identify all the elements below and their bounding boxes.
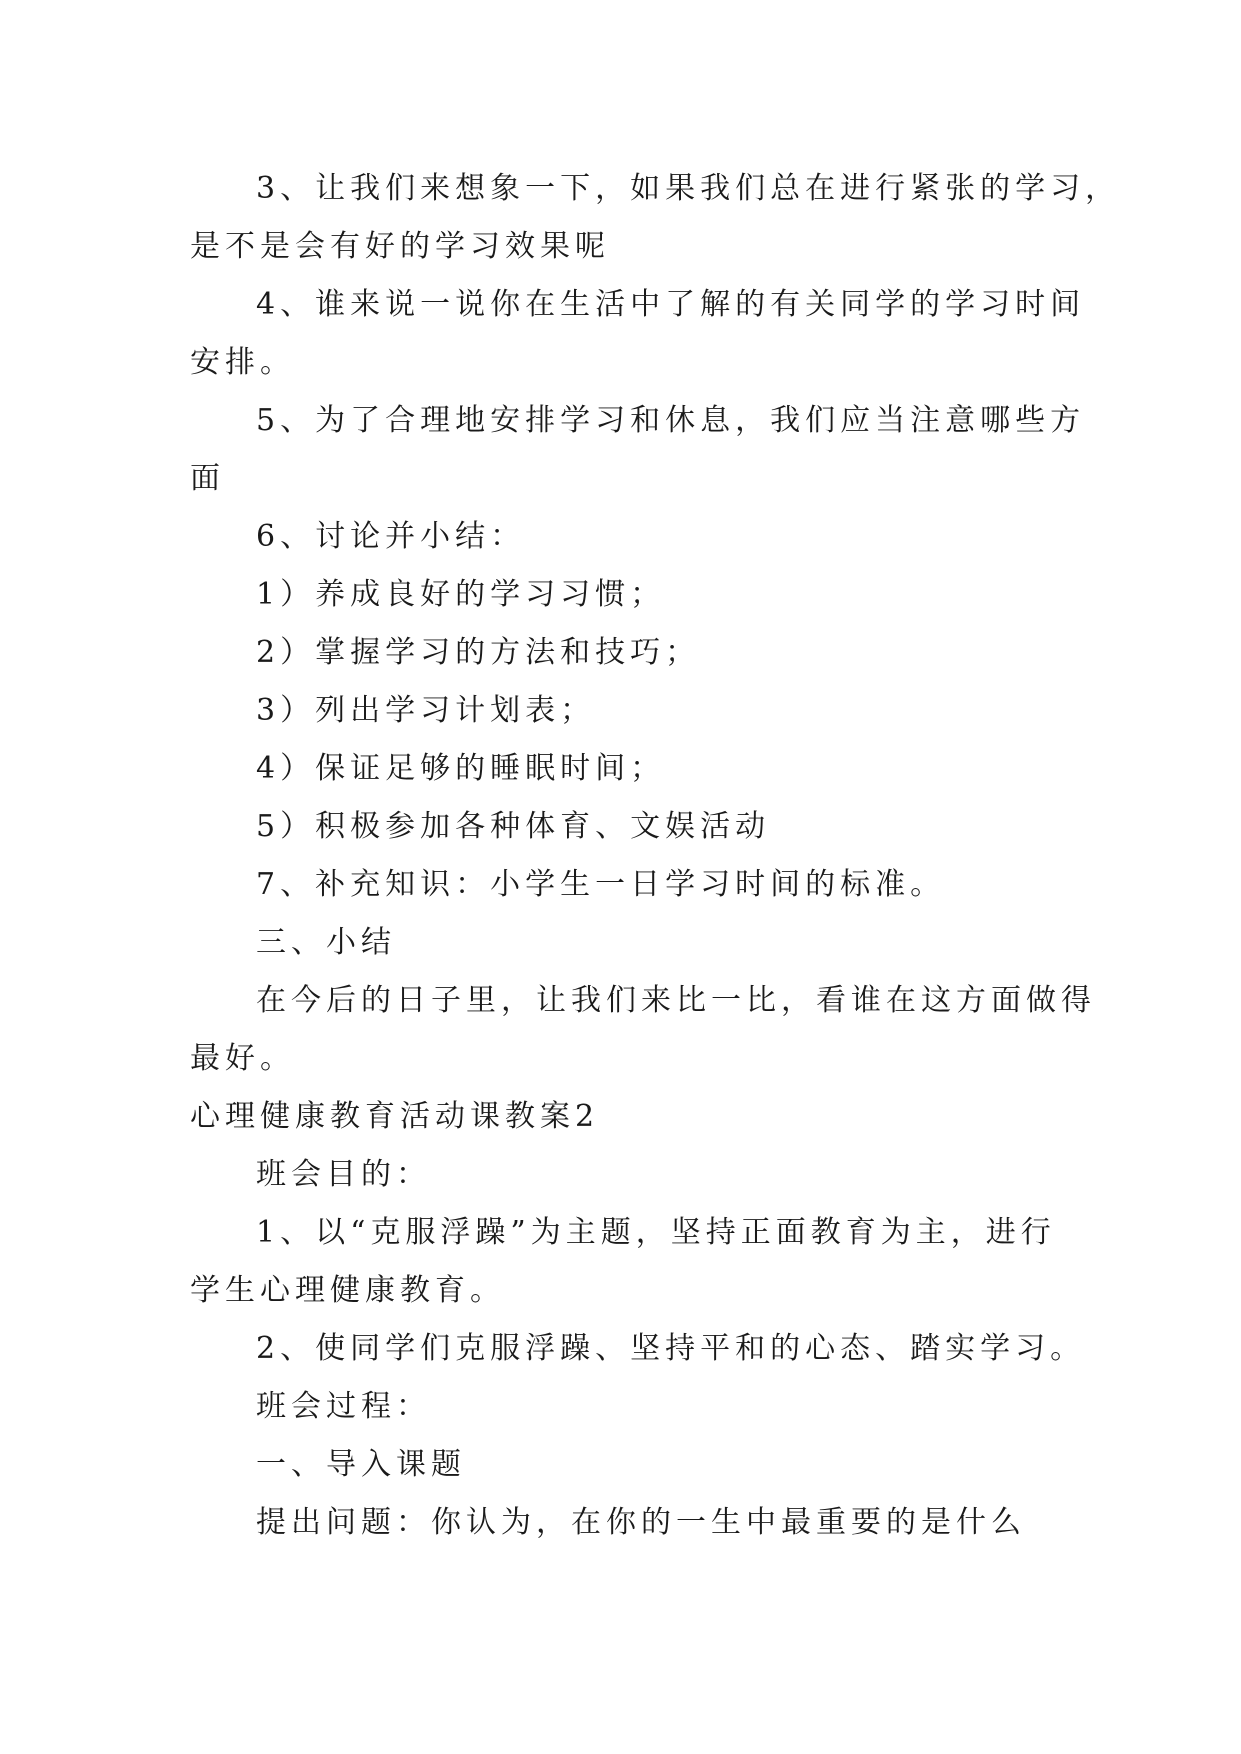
paragraph (190, 508, 1060, 566)
text-line: 4、谁来说一说你在生活中了解的有关同学的学习时间 (256, 287, 1086, 322)
paragraph (190, 1494, 1060, 1552)
text-line: 3）列出学习计划表； (256, 693, 596, 728)
text-line: 最好。 (190, 1041, 295, 1076)
text-line: 4）保证足够的睡眠时间； (256, 751, 666, 786)
text-line: 班会目的： (256, 1157, 431, 1192)
list-item (190, 740, 1060, 798)
paragraph (190, 160, 1121, 276)
text-line: 面 (190, 461, 225, 496)
text-line: 三、小结 (256, 925, 396, 960)
text-line: 5、为了合理地安排学习和休息，我们应当注意哪些方 (256, 403, 1086, 438)
paragraph (190, 392, 1086, 508)
list-item (190, 566, 1060, 624)
paragraph (190, 276, 1086, 392)
text-line: 5）积极参加各种体育、文娱活动 (256, 809, 771, 844)
heading (190, 1436, 1060, 1494)
list-item (190, 624, 1060, 682)
text-line: 一、导入课题 (256, 1447, 466, 1482)
text-line: 7、补充知识：小学生一日学习时间的标准。 (256, 867, 946, 902)
text-line: 提出问题：你认为，在你的一生中最重要的是什么 (256, 1505, 1026, 1540)
document-page (190, 160, 1121, 1552)
text-line: 安排。 (190, 345, 295, 380)
text-line: 1）养成良好的学习习惯； (256, 577, 666, 612)
text-line: 学生心理健康教育。 (190, 1273, 505, 1308)
paragraph (190, 856, 1060, 914)
text-line: 1、以“克服浮躁”为主题，坚持正面教育为主，进行 (256, 1215, 1056, 1250)
text-line: 6、讨论并小结： (256, 519, 526, 554)
section-title-text: 心理健康教育活动课教案2 (190, 1099, 600, 1134)
paragraph (190, 1204, 1060, 1320)
heading (190, 914, 1060, 972)
paragraph (190, 972, 1096, 1088)
text-line: 2）掌握学习的方法和技巧； (256, 635, 701, 670)
list-item (190, 798, 1060, 856)
section-title (190, 1088, 1060, 1146)
text-line: 班会过程： (256, 1389, 431, 1424)
text-line: 2、使同学们克服浮躁、坚持平和的心态、踏实学习。 (256, 1331, 1086, 1366)
paragraph (190, 1320, 1086, 1378)
list-item (190, 682, 1060, 740)
paragraph (190, 1146, 1060, 1204)
text-line: 3、让我们来想象一下，如果我们总在进行紧张的学习， (256, 171, 1121, 206)
text-line: 在今后的日子里，让我们来比一比，看谁在这方面做得 (256, 983, 1096, 1018)
text-line: 是不是会有好的学习效果呢 (190, 229, 610, 264)
paragraph (190, 1378, 1060, 1436)
